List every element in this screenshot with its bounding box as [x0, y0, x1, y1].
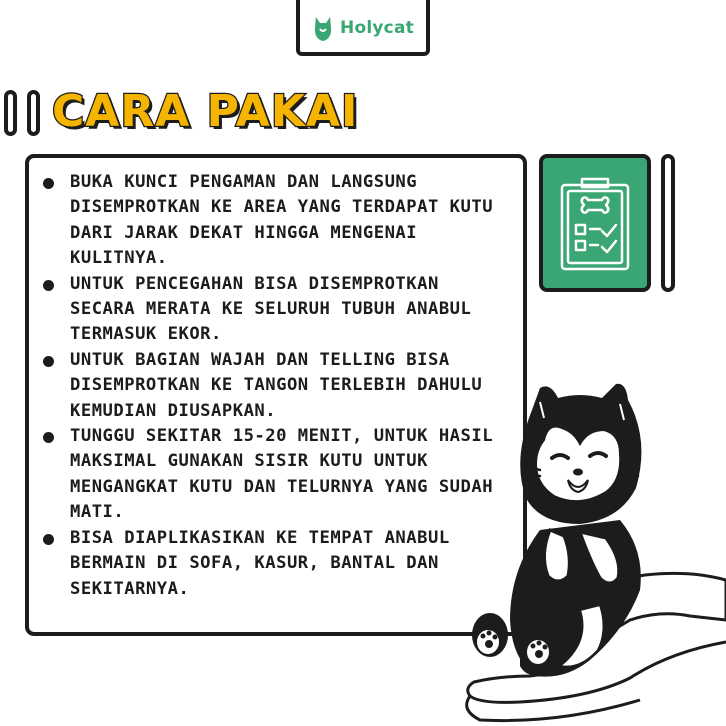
bullet-icon: [43, 534, 54, 545]
instruction-item: [39, 526, 509, 602]
bullet-icon: [43, 178, 54, 189]
instruction-text: UNTUK PENCEGAHAN BISA DISEMPROTKAN SECARA MERATA KE SELURUH TUBUH ANABUL TERMASUK EKOR.: [70, 273, 472, 345]
cat-head-icon: [312, 13, 334, 43]
checklist-card: [539, 154, 651, 292]
title-decoration-pill: [4, 90, 17, 136]
title-decoration-pill: [27, 90, 40, 136]
clipboard-checklist-icon: [554, 173, 636, 273]
instruction-list: [39, 170, 509, 602]
instruction-text: UNTUK BAGIAN WAJAH DAN TELLING BISA DISEMPROTKAN KE TANGON TERLEBIH DAHULU KEMUDIAN DIUSAPKAN.: [70, 349, 483, 421]
card-decoration-pill: [661, 154, 675, 292]
instruction-text: TUNGGU SEKITAR 15-20 MENIT, UNTUK HASIL MAKSIMAL GUNAKAN SISIR KUTU UNTUK MENGANGKAT KUTU DAN TELURNYA YANG SUDAH MATI.: [70, 426, 494, 523]
cat-held-in-hand-illustration: [440, 380, 726, 726]
instruction-item: [39, 170, 509, 272]
bullet-icon: [43, 280, 54, 291]
brand-logo-tab: [296, 0, 430, 56]
instruction-item: [39, 272, 509, 348]
instruction-item: [39, 348, 509, 424]
page-title: CARA PAKAI: [52, 86, 359, 137]
instruction-text: BISA DIAPLIKASIKAN KE TEMPAT ANABUL BERMAIN DI SOFA, KASUR, BANTAL DAN SEKITARNYA.: [70, 527, 450, 599]
bullet-icon: [43, 432, 54, 443]
instruction-text: BUKA KUNCI PENGAMAN DAN LANGSUNG DISEMPROTKAN KE AREA YANG TERDAPAT KUTU DARI JARAK DEKAT HINGGA MENGENAI KULITNYA.: [70, 172, 494, 269]
brand-name: Holycat: [340, 18, 414, 38]
instruction-item: [39, 424, 509, 526]
bullet-icon: [43, 356, 54, 367]
